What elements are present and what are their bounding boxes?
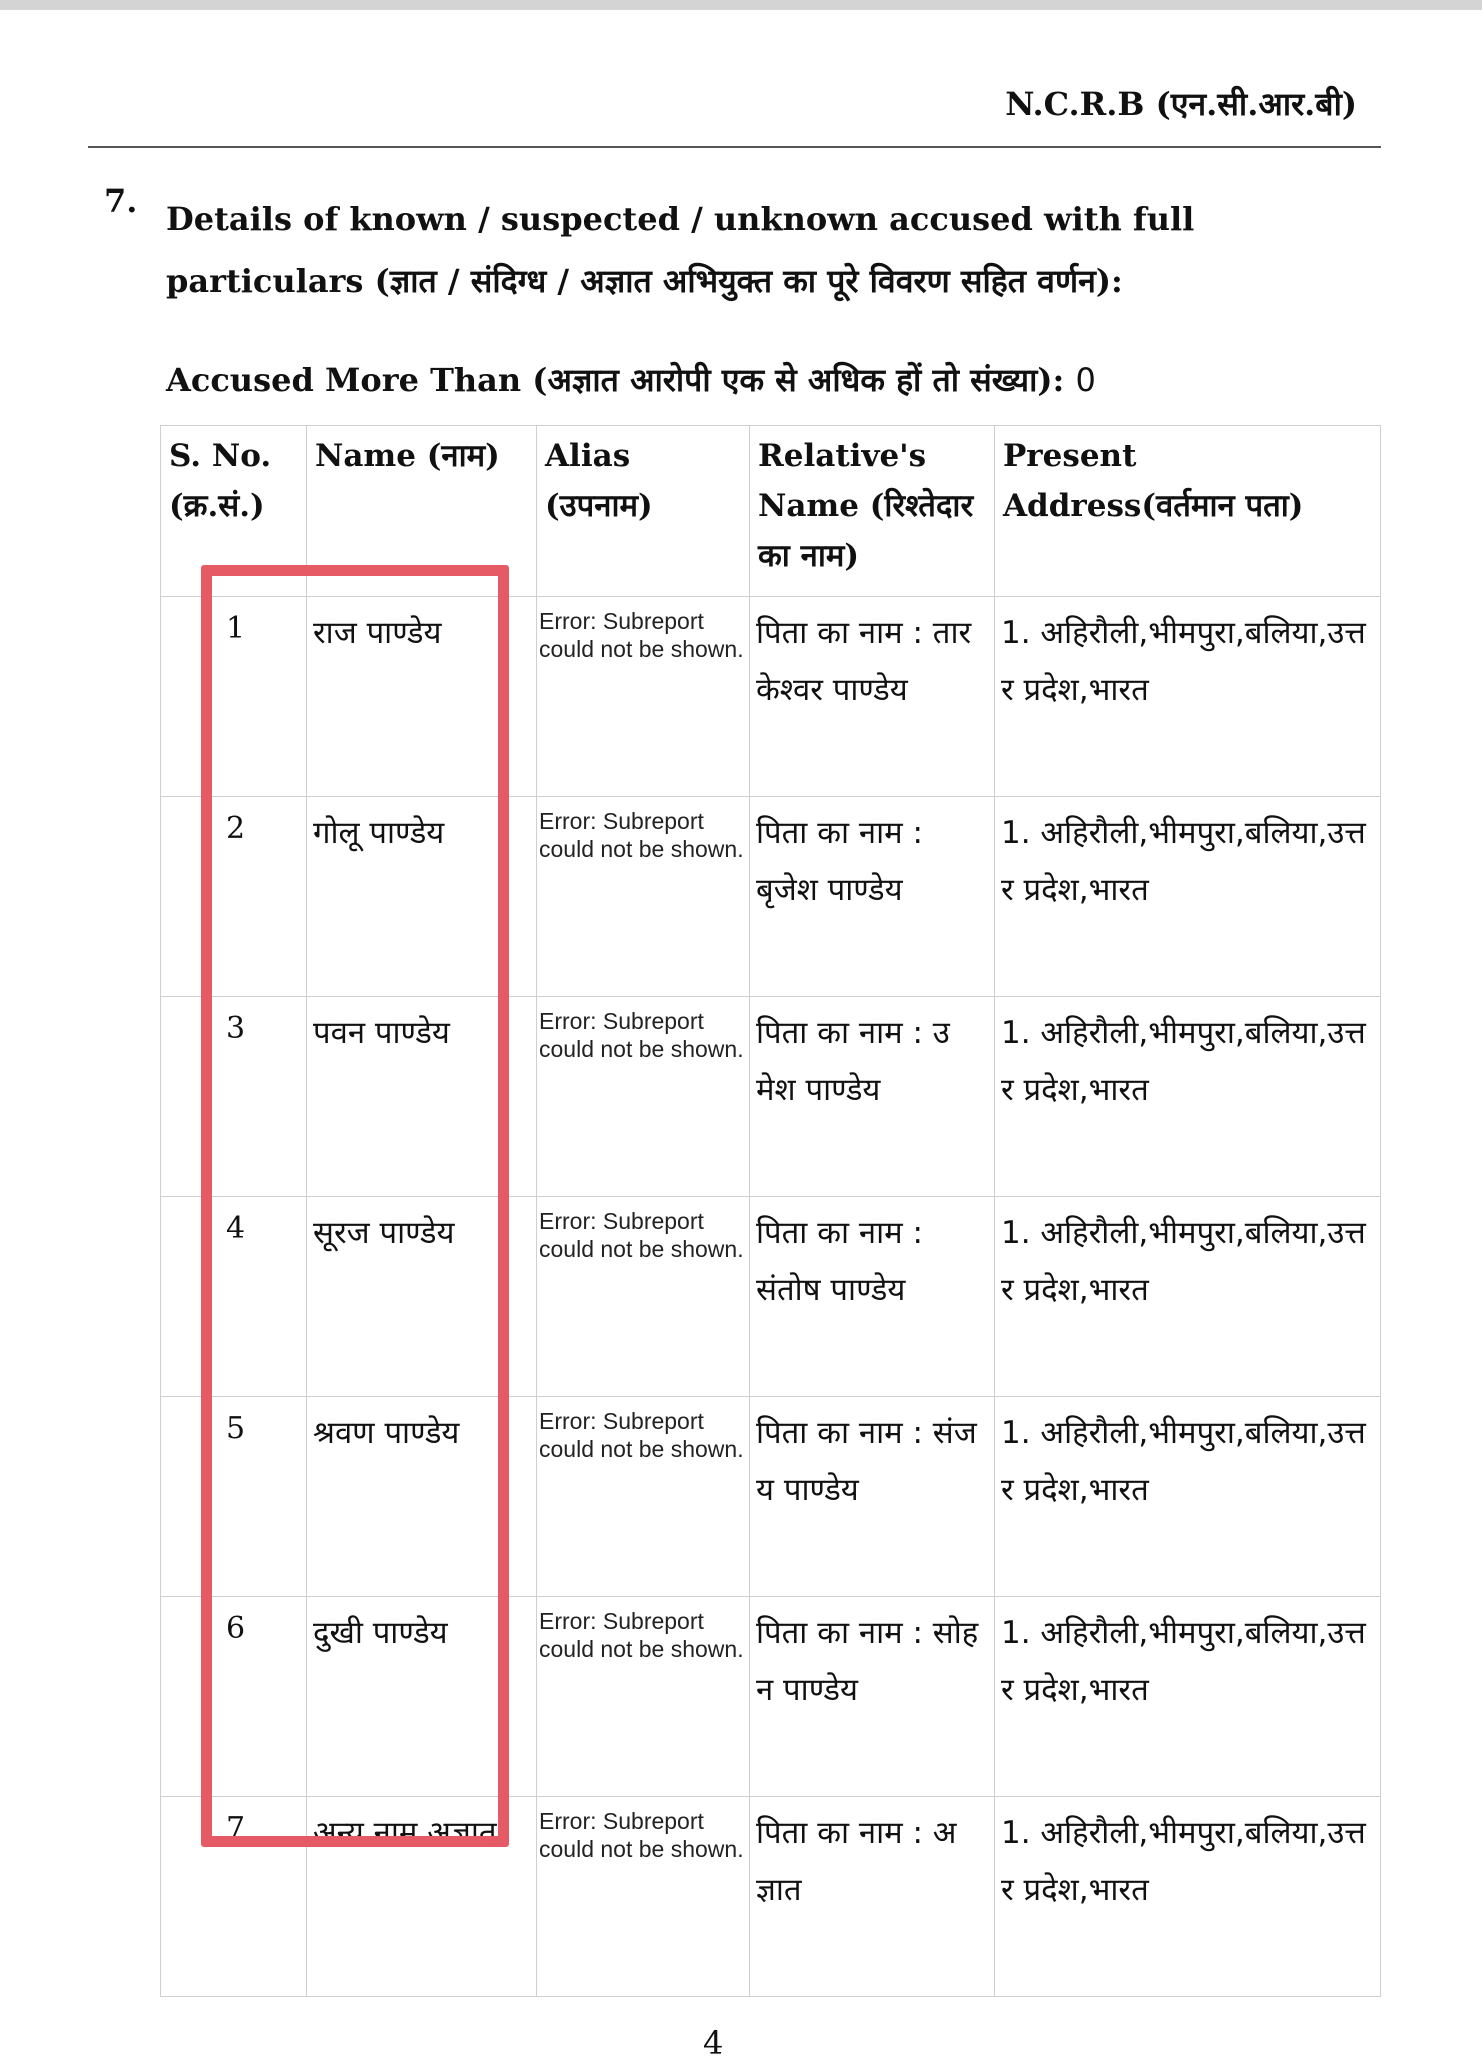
cell-address: 1. अहिरौली,भीमपुरा,बलिया,उत्तर प्रदेश,भारत [995,1797,1381,1997]
table-row [161,1397,1381,1597]
header-relative: Relative's Name (रिश्तेदार का नाम) [750,426,995,597]
header-divider [88,146,1381,148]
cell-relative: पिता का नाम : उमेश पाण्डेय [750,997,995,1197]
accused-more-label: Accused More Than (अज्ञात आरोपी एक से अधिक हों तो संख्या): [166,361,1065,399]
cell-alias: Error: Subreport could not be shown. [537,1197,750,1397]
cell-alias: Error: Subreport could not be shown. [537,597,750,797]
cell-alias: Error: Subreport could not be shown. [537,797,750,997]
cell-address: 1. अहिरौली,भीमपुरा,बलिया,उत्तर प्रदेश,भारत [995,1597,1381,1797]
cell-relative: पिता का नाम : बृजेश पाण्डेय [750,797,995,997]
cell-alias: Error: Subreport could not be shown. [537,1397,750,1597]
cell-sno: 4 [161,1197,307,1397]
cell-relative: पिता का नाम : तारकेश्वर पाण्डेय [750,597,995,797]
cell-alias: Error: Subreport could not be shown. [537,1597,750,1797]
cell-alias: Error: Subreport could not be shown. [537,997,750,1197]
header-sno: S. No. (क्र.सं.) [161,426,307,597]
accused-table [160,425,1381,1997]
table-row [161,1797,1381,1997]
cell-relative: पिता का नाम : सोहन पाण्डेय [750,1597,995,1797]
cell-name: पवन पाण्डेय [307,997,537,1197]
table-header-row [161,426,1381,597]
table-row [161,1197,1381,1397]
cell-name: सूरज पाण्डेय [307,1197,537,1397]
page-top-edge [0,0,1482,10]
cell-relative: पिता का नाम : संतोष पाण्डेय [750,1197,995,1397]
cell-name: दुखी पाण्डेय [307,1597,537,1797]
cell-name: राज पाण्डेय [307,597,537,797]
accused-more-line [166,358,1096,401]
cell-sno: 2 [161,797,307,997]
cell-sno: 5 [161,1397,307,1597]
table-row [161,597,1381,797]
section-number: 7. [104,182,138,220]
table-row [161,997,1381,1197]
table-row [161,1597,1381,1797]
cell-name: श्रवण पाण्डेय [307,1397,537,1597]
cell-sno: 1 [161,597,307,797]
header-name: Name (नाम) [307,426,537,597]
cell-sno: 6 [161,1597,307,1797]
org-header: N.C.R.B (एन.सी.आर.बी) [1005,85,1357,123]
header-alias: Alias (उपनाम) [537,426,750,597]
cell-relative: पिता का नाम : संजय पाण्डेय [750,1397,995,1597]
table-row [161,797,1381,997]
cell-address: 1. अहिरौली,भीमपुरा,बलिया,उत्तर प्रदेश,भारत [995,797,1381,997]
cell-sno: 7 [161,1797,307,1997]
cell-address: 1. अहिरौली,भीमपुरा,बलिया,उत्तर प्रदेश,भारत [995,1197,1381,1397]
accused-more-count: 0 [1075,361,1096,399]
cell-sno: 3 [161,997,307,1197]
cell-address: 1. अहिरौली,भीमपुरा,बलिया,उत्तर प्रदेश,भारत [995,1397,1381,1597]
cell-address: 1. अहिरौली,भीमपुरा,बलिया,उत्तर प्रदेश,भारत [995,597,1381,797]
cell-address: 1. अहिरौली,भीमपुरा,बलिया,उत्तर प्रदेश,भारत [995,997,1381,1197]
section-title: Details of known / suspected / unknown accused with full particulars (ज्ञात / संदिग्ध / अज्ञात अभियुक्त का पूरे विवरण सहित वर्णन): [166,200,1195,300]
cell-name: अन्य नाम अज्ञात [307,1797,537,1997]
cell-name: गोलू पाण्डेय [307,797,537,997]
header-address: Present Address(वर्तमान पता) [995,426,1381,597]
cell-relative: पिता का नाम : अज्ञात [750,1797,995,1997]
page-number: 4 [703,2024,724,2062]
cell-alias: Error: Subreport could not be shown. [537,1797,750,1997]
